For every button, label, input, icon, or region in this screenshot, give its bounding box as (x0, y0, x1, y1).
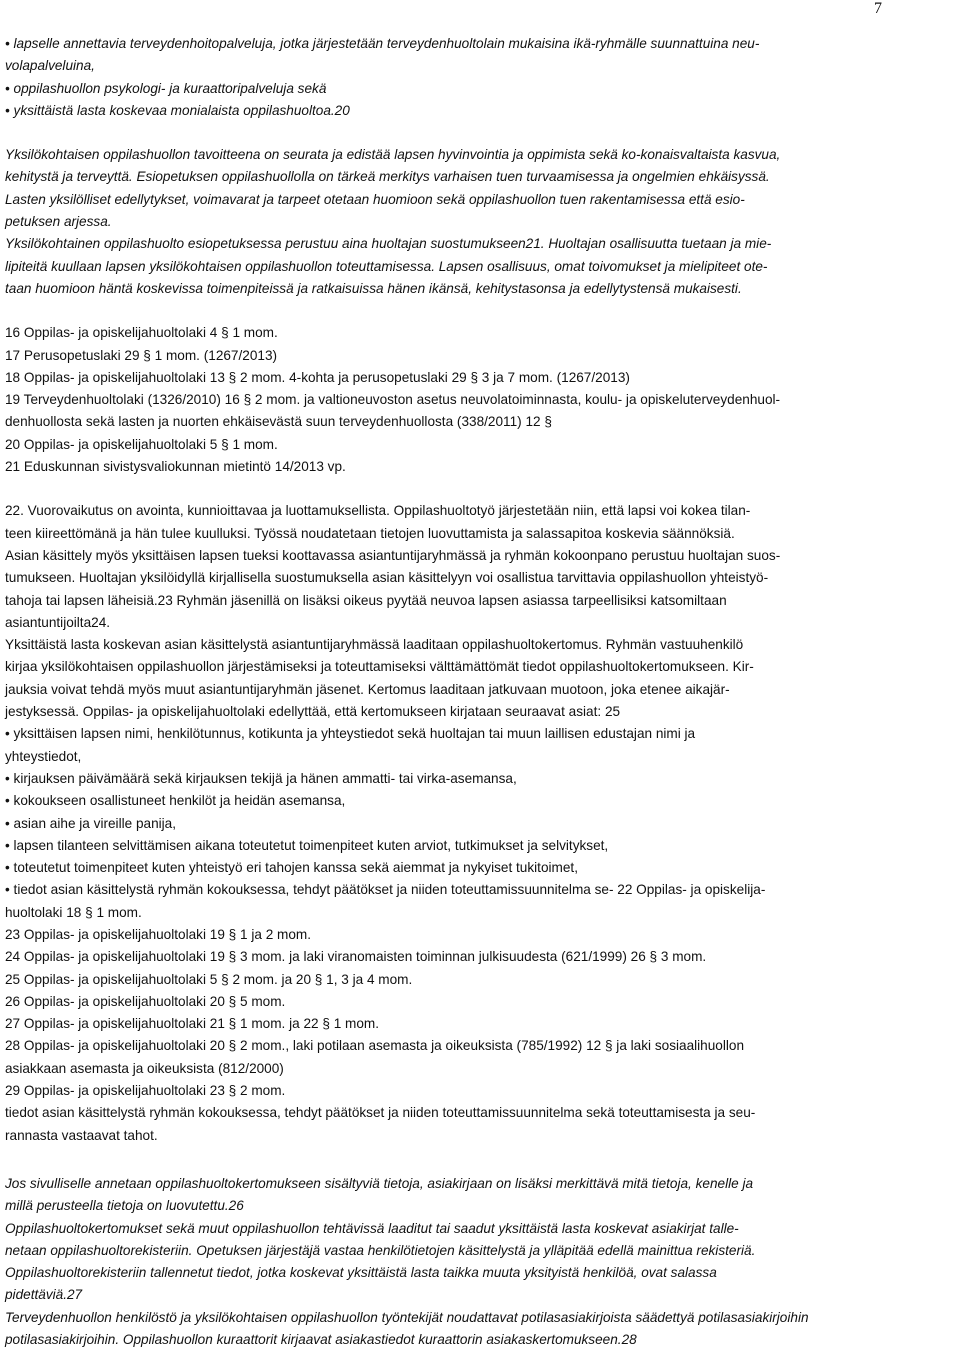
paragraph-3 (5, 1173, 954, 1351)
footnote: 26 Oppilas- ja opiskelijahuoltolaki 20 § 5 mom. (5, 993, 286, 1009)
text-line: pidettäviä.27 (5, 1287, 83, 1303)
page-number: 7 (874, 0, 882, 17)
text-line: huoltolaki 18 § 1 mom. (5, 904, 142, 920)
text-line: Oppilashuoltorekisteriin tallennetut tiedot, jotka koskevat yksittäistä lasta taikka muuta yksityistä henkilöä, ovat salassa (5, 1265, 717, 1281)
intro-bullets (5, 33, 954, 122)
text-line: Yksilökohtaisen oppilashuollon tavoitteena on seurata ja edistää lapsen hyvinvointia ja oppimista sekä ko-konaisvaltaista kasvua, (5, 147, 781, 163)
paragraph-2 (5, 500, 954, 1147)
list-item: • asian aihe ja vireille panija, (5, 815, 177, 831)
text-line: netaan oppilashuoltorekisteriin. Opetuksen järjestäjä vastaa henkilötietojen käsittelystä ja ylläpitää edellä mainittua rekisteriä. (5, 1242, 756, 1258)
list-item: • lapselle annettavia terveydenhoitopalveluja, jotka järjestetään terveydenhuoltolain mukaisina ikä-ryhmälle suunnattuina neu- (5, 36, 760, 51)
footnote: 25 Oppilas- ja opiskelijahuoltolaki 5 § 2 mom. ja 20 § 1, 3 ja 4 mom. (5, 971, 413, 987)
list-item: • tiedot asian käsittelystä ryhmän kokouksessa, tehdyt päätökset ja niiden toteuttamissuunnitelma se- 22 Oppilas- ja opiskelija- (5, 882, 766, 898)
text-line: jauksia voivat tehdä myös muut asiantuntijaryhmän jäsenet. Kertomus laaditaan jatkuvaan muotoon, joka etenee aikajär- (5, 681, 730, 697)
text-line: yhteystiedot, (5, 748, 82, 764)
list-item: • yksittäisen lapsen nimi, henkilötunnus, kotikunta ja yhteystiedot sekä huoltajan tai muun laillisen edustajan nimi ja (5, 726, 696, 742)
text-line: millä perusteella tietoja on luovutettu.26 (5, 1198, 244, 1214)
text-line: potilasasiakirjoihin. Oppilashuollon kuraattorit kirjaavat asiakastiedot kuraattorin asiakaskertomukseen.28 (5, 1332, 637, 1348)
footnote: 27 Oppilas- ja opiskelijahuoltolaki 21 § 1 mom. ja 22 § 1 mom. (5, 1016, 380, 1032)
text-line: teen kiireettömänä ja hän tulee kuulluksi. Työssä noudatetaan tietojen luovuttamista ja salassapitoa koskevia säännöksiä. (5, 525, 735, 541)
text-line: Oppilashuoltokertomukset sekä muut oppilashuollon tehtävissä laaditut tai saadut yksittäistä lasta koskevat asiakirjat talle- (5, 1220, 739, 1236)
footnote: 20 Oppilas- ja opiskelijahuoltolaki 5 § 1 mom. (5, 436, 278, 452)
footnote: denhuollosta sekä lasten ja nuorten ehkäisevästä suun terveydenhuollosta (338/2011) 12 § (5, 414, 552, 430)
text-line: Terveydenhuollon henkilöstö ja yksilökohtaisen oppilashuollon työntekijät noudattavat potilasasiakirjoista säädettyä potilasasiakirjoihin (5, 1309, 809, 1325)
text-line: jestyksessä. Oppilas- ja opiskelijahuoltolaki edellyttää, että kertomukseen kirjataan seuraavat asiat: 25 (5, 704, 621, 720)
footnote: 24 Oppilas- ja opiskelijahuoltolaki 19 § 3 mom. ja laki viranomaisten toiminnan julkisuudesta (621/1999) 26 § 3 mom. (5, 949, 707, 965)
text-line: Jos sivulliselle annetaan oppilashuoltokertomukseen sisältyviä tietoja, asiakirjaan on lisäksi merkittävä mitä tietoja, kenelle ja (5, 1175, 754, 1191)
text-line: tahoja tai lapsen läheisiä.23 Ryhmän jäsenillä on lisäksi oikeus pyytää neuvoa lapsen asiassa tarpeellisiksi katsomiltaan (5, 592, 727, 608)
paragraph-1 (5, 144, 954, 300)
text-line: Asian käsittely myös yksittäisen lapsen tueksi koottavassa asiantuntijaryhmässä ja ryhmän kokoonpano perustuu huoltajan suos- (5, 547, 781, 563)
text-line: Lasten yksilölliset edellytykset, voimavarat ja tarpeet otetaan huomioon sekä oppilashuollon tuen rakentamisessa että esio- (5, 191, 745, 207)
list-item: • kokoukseen osallistuneet henkilöt ja heidän asemansa, (5, 793, 346, 809)
text-line: Yksittäistä lasta koskevan asian käsittelystä asiantuntijaryhmässä laaditaan oppilashuoltokertomus. Ryhmän vastuuhenkilö (5, 637, 744, 653)
list-item: • oppilashuollon psykologi- ja kuraattoripalveluja sekä (5, 80, 327, 96)
footnote: 28 Oppilas- ja opiskelijahuoltolaki 20 § 2 mom., laki potilaan asemasta ja oikeuksista (785/1992) 12 § ja laki sosiaalihuollon (5, 1038, 745, 1054)
text-line: lipiteitä kuullaan lapsen yksilökohtaisen oppilashuollon toteuttamisessa. Lapsen osallisuus, omat toivomukset ja mielipiteet ote- (5, 258, 768, 274)
text-line: kirjaa yksilökohtaisen oppilashuollon järjestämiseksi ja toteuttamiseksi välttämättömät tiedot oppilashuoltokertomukseen. Kir- (5, 659, 754, 675)
list-item: • kirjauksen päivämäärä sekä kirjauksen tekijä ja hänen ammatti- tai virka-asemansa, (5, 770, 517, 786)
list-item: • yksittäistä lasta koskevaa monialaista oppilashuoltoa.20 (5, 102, 350, 118)
footnote: 29 Oppilas- ja opiskelijahuoltolaki 23 § 2 mom. (5, 1083, 286, 1099)
text-line: taan huomioon häntä koskevissa toimenpiteissä ja ratkaisuissa hänen ikänsä, kehitystasonsa ja edellytystensä mukaisesti. (5, 280, 742, 296)
text-line: Yksilökohtainen oppilashuolto esiopetuksessa perustuu aina huoltajan suostumukseen21. Huoltajan osallisuutta tuetaan ja mie- (5, 236, 772, 252)
text-line: 22. Vuorovaikutus on avointa, kunnioittavaa ja luottamuksellista. Oppilashuoltotyö järjestetään niin, että lapsi voi kokea tilan- (5, 503, 751, 519)
list-item: volapalveluina, (5, 58, 95, 74)
list-item: • toteutetut toimenpiteet kuten yhteistyö eri tahojen kanssa sekä aiemmat ja nykyiset tukitoimet, (5, 860, 578, 876)
footnote: 18 Oppilas- ja opiskelijahuoltolaki 13 § 2 mom. 4-kohta ja perusopetuslaki 29 § 3 ja 7 mom. (1267/2013) (5, 369, 630, 385)
footnotes-1 (5, 322, 954, 478)
footnote: 19 Terveydenhuoltolaki (1326/2010) 16 § 2 mom. ja valtioneuvoston asetus neuvolatoiminnasta, koulu- ja opiskeluterveydenhuol- (5, 392, 781, 408)
footnote: 17 Perusopetuslaki 29 § 1 mom. (1267/2013) (5, 347, 278, 363)
document-body (5, 33, 954, 1351)
text-line: tiedot asian käsittelystä ryhmän kokouksessa, tehdyt päätökset ja niiden toteuttamissuunnitelma sekä toteuttamisesta ja seu- (5, 1105, 756, 1121)
text-line: tumukseen. Huoltajan yksilöidyllä kirjallisella suostumuksella asian käsittelyyn voi osallistua tarvittavia oppilashuollon yhteistyö- (5, 570, 769, 586)
footnote: 16 Oppilas- ja opiskelijahuoltolaki 4 § 1 mom. (5, 325, 278, 341)
list-item: • lapsen tilanteen selvittämisen aikana toteutetut toimenpiteet kuten arviot, tutkimukset ja selvitykset, (5, 837, 609, 853)
footnote: asiakkaan asemasta ja oikeuksista (812/2000) (5, 1060, 284, 1076)
footnote: 23 Oppilas- ja opiskelijahuoltolaki 19 § 1 ja 2 mom. (5, 926, 312, 942)
text-line: rannasta vastaavat tahot. (5, 1127, 158, 1143)
text-line: asiantuntijoilta24. (5, 614, 111, 630)
footnote: 21 Eduskunnan sivistysvaliokunnan mietintö 14/2013 vp. (5, 459, 346, 475)
text-line: kehitystä ja terveyttä. Esiopetuksen oppilashuollolla on tärkeä merkitys varhaisen tuen turvaamisessa ja ongelmien ehkäisyssä. (5, 169, 770, 185)
text-line: petuksen arjessa. (5, 214, 112, 230)
